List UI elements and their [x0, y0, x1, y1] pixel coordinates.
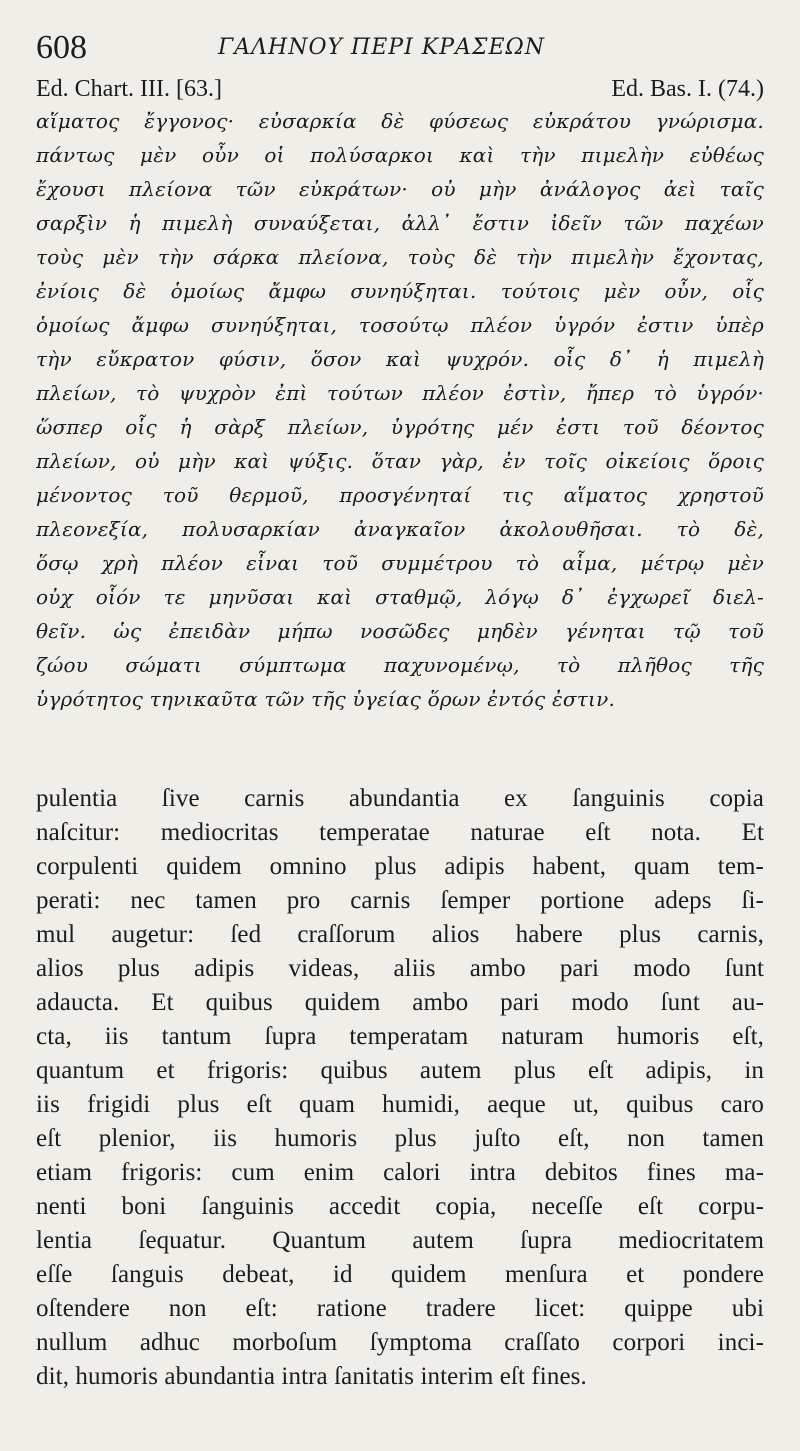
edition-chartier-reference: Ed. Chart. III. [63.]: [36, 76, 222, 102]
latin-line: corpulenti quidem omnino plus adipis habent, quam tem-: [36, 853, 764, 880]
greek-line: ὑγρότητος τηνικαῦτα τῶν τῆς ὑγείας ὅρων ἐντός ἐστιν.: [36, 687, 616, 711]
latin-line: cta, iis tantum ſupra temperatam naturam humoris eſt,: [36, 1023, 764, 1050]
greek-line: ἐνίοις δὲ ὁμοίως ἄμφω συνηύξηται. τούτοις μὲν οὖν, οἷς: [36, 279, 764, 303]
latin-line: adaucta. Et quibus quidem ambo pari modo ſunt au-: [36, 989, 764, 1016]
latin-line: nenti boni ſanguinis accedit copia, neceſſe eſt corpu-: [36, 1193, 764, 1220]
running-head: [36, 24, 766, 70]
latin-line: iis frigidi plus eſt quam humidi, aeque ut, quibus caro: [36, 1091, 764, 1118]
latin-text: [36, 782, 764, 1394]
latin-line: quantum et frigoris: quibus autem plus eſt adipis, in: [36, 1057, 764, 1084]
latin-line: oſtendere non eſt: ratione tradere licet: quippe ubi: [36, 1295, 764, 1322]
greek-line: οὐχ οἷόν τε μηνῦσαι καὶ σταθμῷ, λόγῳ δ᾽ ἐγχωρεῖ διελ-: [36, 585, 764, 609]
greek-line: ὁμοίως ἄμφω συνηύξηται, τοσούτῳ πλέον ὑγρόν ἐστιν ὑπὲρ: [36, 313, 764, 337]
greek-line: αἵματος ἔγγονος· εὐσαρκία δὲ φύσεως εὐκράτου γνώρισμα.: [36, 109, 764, 133]
greek-line: θεῖν. ὡς ἐπειδὰν μήπω νοσῶδες μηδὲν γένηται τῷ τοῦ: [36, 619, 764, 643]
greek-line: πλείων, τὸ ψυχρὸν ἐπὶ τούτων πλέον ἐστὶν, ἤπερ τὸ ὑγρόν·: [36, 381, 764, 405]
greek-line: πλεονεξία, πολυσαρκίαν ἀναγκαῖον ἀκολουθῆσαι. τὸ δὲ,: [36, 517, 764, 541]
latin-line: naſcitur: mediocritas temperatae naturae eſt nota. Et: [36, 819, 764, 846]
greek-line: πλείων, οὐ μὴν καὶ ψύξις. ὅταν γὰρ, ἐν τοῖς οἰκείοις ὅροις: [36, 449, 764, 473]
greek-line: ὥσπερ οἷς ἡ σὰρξ πλείων, ὑγρότης μέν ἐστι τοῦ δέοντος: [36, 415, 764, 439]
latin-line: etiam frigoris: cum enim calori intra debitos fines ma-: [36, 1159, 764, 1186]
edition-basel-reference: Ed. Bas. I. (74.): [611, 76, 764, 102]
latin-line: dit, humoris abundantia intra ſanitatis interim eſt fines.: [36, 1363, 587, 1390]
greek-text: [36, 104, 764, 716]
greek-line: ὅσῳ χρὴ πλέον εἶναι τοῦ συμμέτρου τὸ αἷμα, μέτρῳ μὲν: [36, 551, 764, 575]
greek-line: τὴν εὔκρατον φύσιν, ὅσον καὶ ψυχρόν. οἷς δ᾽ ἡ πιμελὴ: [36, 347, 764, 371]
latin-line: pulentia ſive carnis abundantia ex ſanguinis copia: [36, 785, 764, 812]
greek-line: σαρξὶν ἡ πιμελὴ συναύξεται, ἀλλ᾽ ἔστιν ἰδεῖν τῶν παχέων: [36, 211, 764, 235]
greek-line: τοὺς μὲν τὴν σάρκα πλείονα, τοὺς δὲ τὴν πιμελὴν ἔχοντας,: [36, 245, 764, 269]
latin-line: eſt plenior, iis humoris plus juſto eſt, non tamen: [36, 1125, 764, 1152]
latin-line: eſſe ſanguis debeat, id quidem menſura et pondere: [36, 1261, 764, 1288]
greek-line: πάντως μὲν οὖν οἱ πολύσαρκοι καὶ τὴν πιμελὴν εὐθέως: [36, 143, 764, 167]
latin-line: lentia ſequatur. Quantum autem ſupra mediocritatem: [36, 1227, 764, 1254]
greek-line: ζώου σώματι σύμπτωμα παχυνομένῳ, τὸ πλῆθος τῆς: [36, 653, 764, 677]
greek-line: μένοντος τοῦ θερμοῦ, προσγένηταί τις αἵματος χρηστοῦ: [36, 483, 764, 507]
edition-references: [36, 74, 764, 104]
page-number: 608: [36, 29, 87, 66]
latin-line: alios plus adipis videas, aliis ambo pari modo ſunt: [36, 955, 764, 982]
latin-line: nullum adhuc morboſum ſymptoma craſſato corpori inci-: [36, 1329, 764, 1356]
latin-line: mul augetur: ſed craſſorum alios habere plus carnis,: [36, 921, 764, 948]
running-title: ΓΑΛΗΝΟΥ ΠΕΡΙ ΚΡΑΣΕΩΝ: [218, 35, 545, 60]
latin-line: perati: nec tamen pro carnis ſemper portione adeps ſi-: [36, 887, 764, 914]
greek-line: ἔχουσι πλείονα τῶν εὐκράτων· οὐ μὴν ἀνάλογος ἀεὶ ταῖς: [36, 177, 764, 201]
